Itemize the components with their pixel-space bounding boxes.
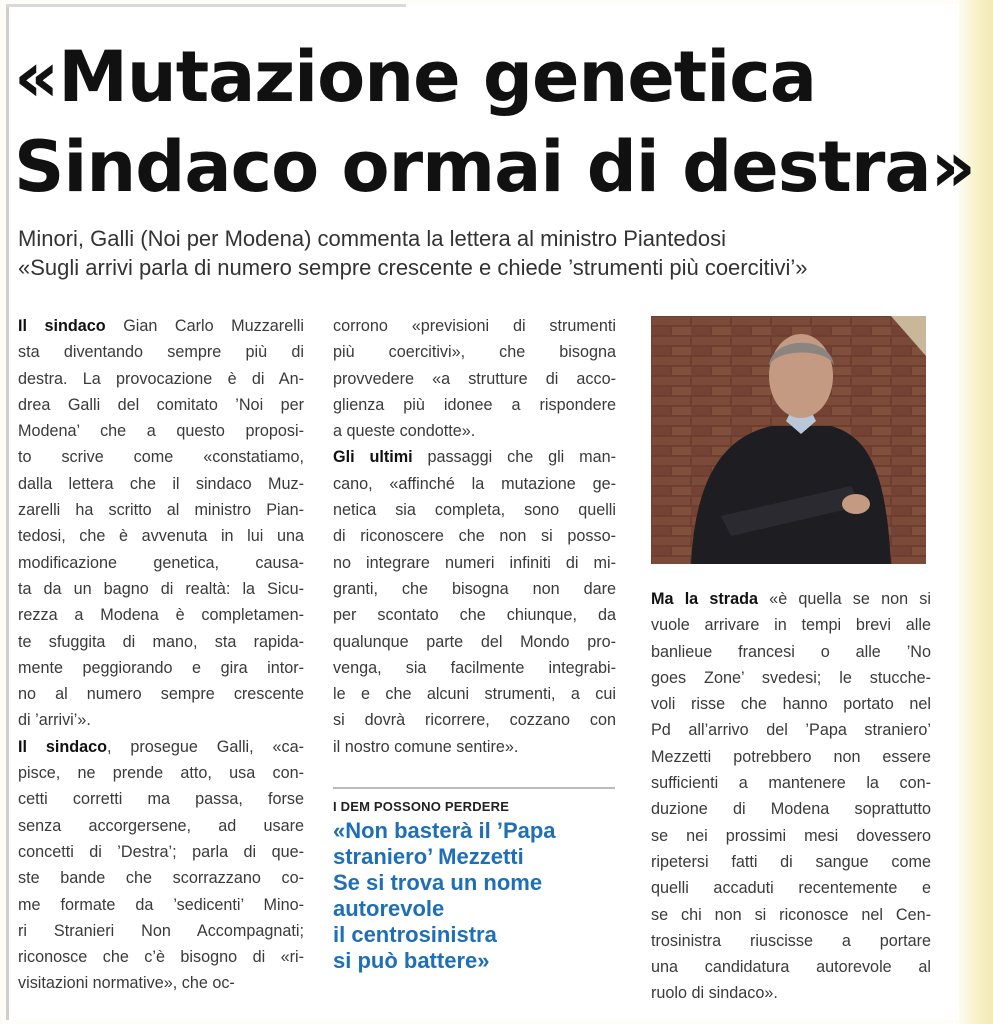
text-line <box>333 418 616 444</box>
text-line <box>18 471 304 497</box>
line-text: concetti di ’Destra’; parla di que- <box>18 842 304 861</box>
text-line <box>651 796 931 822</box>
line-text: sufficienti a mantenere la con- <box>651 774 931 793</box>
text-line <box>18 970 304 996</box>
line-text: se chi non si riconosce nel Cen- <box>651 905 931 924</box>
text-line <box>18 418 304 444</box>
text-line <box>333 655 616 681</box>
text-line <box>18 707 304 733</box>
line-text: destra. La provocazione è di An- <box>18 369 304 388</box>
line-text: rezza a Modena è completamen- <box>18 606 304 625</box>
line-text: no integrare numeri infiniti di mi- <box>333 553 616 572</box>
line-text: banlieue francesi o alle ’No <box>651 642 931 661</box>
line-text: Modena’ che a questo proposi- <box>18 422 304 441</box>
text-line <box>651 875 931 901</box>
text-line <box>18 839 304 865</box>
text-line <box>333 707 616 733</box>
line-text: una candidatura autorevole al <box>651 958 931 977</box>
text-line <box>18 813 304 839</box>
line-text: ri Stranieri Non Accompagnati; <box>18 921 304 940</box>
line-text: no al numero sempre crescente <box>18 685 304 704</box>
quote-line: il centrosinistra <box>333 922 497 947</box>
quote-line: straniero’ Mezzetti <box>333 844 524 869</box>
text-line <box>333 681 616 707</box>
line-text: zarelli ha scritto al ministro Pian- <box>18 501 304 520</box>
article-column-2 <box>333 313 616 760</box>
text-line <box>18 944 304 970</box>
text-line <box>18 523 304 549</box>
line-text: ripetersi fatti di sangue come <box>651 852 931 871</box>
line-text: passaggi che gli man- <box>412 448 616 467</box>
top-rule <box>6 4 406 7</box>
line-text: per scontato che chiunque, da <box>333 606 616 625</box>
text-line <box>651 612 931 638</box>
quote-line: si può battere» <box>333 948 490 973</box>
line-text: corrono «previsioni di strumenti <box>333 317 616 335</box>
line-text: me formate da ’sedicenti’ Mino- <box>18 895 304 914</box>
line-text: se nei prossimi mesi dovessero <box>651 826 931 845</box>
text-line <box>333 523 616 549</box>
text-line <box>333 576 616 602</box>
line-text: ta da un bagno di realtà: la Sicu- <box>18 579 304 598</box>
quote-line: autorevole <box>333 896 445 921</box>
line-text: Mezzetti potrebbero non essere <box>651 747 931 766</box>
line-text: voli risse che hanno portato nel <box>651 695 931 714</box>
line-text: riconosce che c’è bisogno di «ri- <box>18 948 304 967</box>
line-text: cetti corretti ma passa, forse <box>18 790 304 809</box>
text-line <box>18 918 304 944</box>
text-line <box>333 471 616 497</box>
text-line <box>651 980 931 1006</box>
text-line <box>18 313 304 339</box>
line-text: to scrive come «constatiamo, <box>18 448 304 467</box>
headline-line: Sindaco ormai di destra» <box>14 126 975 208</box>
sidebar-kicker: I DEM POSSONO PERDERE <box>333 799 510 814</box>
text-line <box>333 339 616 365</box>
lead-in: Il sindaco <box>18 317 106 335</box>
text-line <box>18 497 304 523</box>
line-text: mente peggiorando e gira intor- <box>18 658 304 677</box>
quote-line: «Non basterà il ’Papa <box>333 818 556 843</box>
line-text: quelli accaduti recentemente e <box>651 879 931 898</box>
line-text: venga, sia facilmente integrabi- <box>333 658 616 677</box>
text-line <box>651 639 931 665</box>
line-text: sta diventando sempre più di <box>18 343 304 362</box>
text-line <box>18 366 304 392</box>
line-text: , prosegue Galli, «ca- <box>107 737 304 756</box>
headline <box>14 32 975 212</box>
sidebar-quote <box>333 818 615 974</box>
line-text: visitazioni normative», che oc- <box>18 974 235 993</box>
line-text: di ’arrivi’». <box>18 711 91 730</box>
text-line <box>651 928 931 954</box>
line-text: glienza più idonee a rispondere <box>333 395 616 414</box>
text-line <box>651 823 931 849</box>
text-line <box>651 665 931 691</box>
portrait-photo <box>651 316 926 564</box>
line-text: netica sia completa, sono quelli <box>333 501 616 520</box>
line-text: duzione di Modena soprattutto <box>651 800 931 819</box>
text-line <box>18 444 304 470</box>
headline-line: «Mutazione genetica <box>14 36 816 118</box>
line-text: cano, «affinché la mutazione ge- <box>333 474 616 493</box>
text-line <box>333 366 616 392</box>
text-line <box>18 681 304 707</box>
line-text: di riconoscere che non si posso- <box>333 527 616 546</box>
subtitle-line: Minori, Galli (Noi per Modena) commenta la lettera al ministro Piantedosi <box>18 226 726 251</box>
line-text: pisce, ne prende atto, usa con- <box>18 764 304 783</box>
subtitle-line: «Sugli arrivi parla di numero sempre crescente e chiede ’strumenti più coercitivi’» <box>18 255 808 280</box>
line-text: te sfuggita di mano, sta rapida- <box>18 632 304 651</box>
line-text: le e che alcuni strumenti, a cui <box>333 685 616 704</box>
text-line <box>333 497 616 523</box>
lead-in: Ma la strada <box>651 590 758 608</box>
line-text: tedosi, che è avvenuta in lui una <box>18 527 304 546</box>
text-line <box>651 586 931 612</box>
line-text: più coercitivi», che bisogna <box>333 343 616 362</box>
line-text: modificazione genetica, causa- <box>18 553 304 572</box>
text-line <box>651 902 931 928</box>
line-text: qualunque parte del Mondo pro- <box>333 632 616 651</box>
lead-in: Gli ultimi <box>333 448 413 467</box>
text-line <box>18 392 304 418</box>
line-text: trosinistra riuscisse a portare <box>651 931 931 950</box>
text-line <box>651 954 931 980</box>
line-text: «è quella se non si <box>757 590 931 608</box>
text-line <box>333 444 616 470</box>
subtitle <box>18 224 808 282</box>
line-text: dalla lettera che il sindaco Muz- <box>18 474 304 493</box>
text-line <box>18 734 304 760</box>
text-line <box>18 602 304 628</box>
article-column-3 <box>651 586 931 1007</box>
text-line <box>18 339 304 365</box>
line-text: drea Galli del comitato ’Noi per <box>18 395 304 414</box>
text-line <box>18 576 304 602</box>
text-line <box>18 760 304 786</box>
line-text: Pd all’arrivo del ’Papa straniero’ <box>651 721 931 740</box>
line-text: a queste condotte». <box>333 422 476 441</box>
article-column-1 <box>18 313 304 997</box>
line-text: ste bande che scorrazzano co- <box>18 869 304 888</box>
text-line <box>18 865 304 891</box>
text-line <box>333 550 616 576</box>
text-line <box>651 770 931 796</box>
text-line <box>18 892 304 918</box>
line-text: ruolo di sindaco». <box>651 984 778 1003</box>
text-line <box>333 602 616 628</box>
line-text: provvedere «a strutture di acco- <box>333 369 616 388</box>
text-line <box>651 744 931 770</box>
line-text: granti, che bisogna non dare <box>333 579 616 598</box>
line-text: senza accorgersene, ad usare <box>18 816 304 835</box>
text-line <box>18 786 304 812</box>
text-line <box>18 550 304 576</box>
text-line <box>18 655 304 681</box>
text-line <box>651 849 931 875</box>
text-line <box>651 691 931 717</box>
quote-line: Se si trova un nome <box>333 870 543 895</box>
line-text: Gian Carlo Muzzarelli <box>105 317 304 335</box>
line-text: si dovrà ricorrere, cozzano con <box>333 711 616 730</box>
text-line <box>18 629 304 655</box>
line-text: goes Zone’ svedesi; le stucche- <box>651 668 931 687</box>
lead-in: Il sindaco <box>18 737 108 756</box>
text-line <box>651 717 931 743</box>
text-line <box>333 392 616 418</box>
text-line <box>333 734 616 760</box>
sidebar-quote-box <box>333 787 615 974</box>
text-line <box>333 629 616 655</box>
line-text: vuole arrivare in tempi brevi alle <box>651 616 931 635</box>
line-text: il nostro comune sentire». <box>333 737 519 756</box>
text-line <box>333 313 616 339</box>
